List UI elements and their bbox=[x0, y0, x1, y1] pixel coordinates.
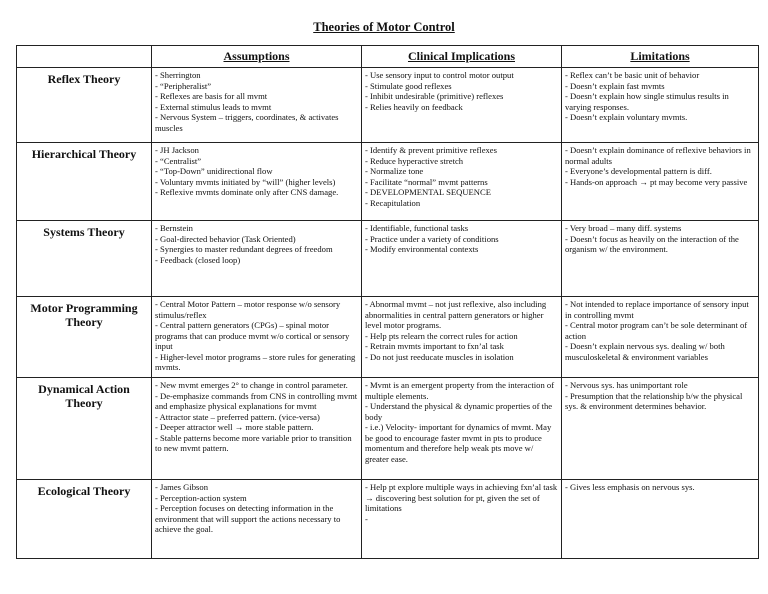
list-item: - Perception focuses on detecting information in the environment that will support the actions necessary to achieve the goal. bbox=[155, 503, 341, 534]
list-item: - External stimulus leads to mvmt bbox=[155, 101, 272, 112]
assumptions-list bbox=[155, 145, 358, 198]
list-item: - Deeper attractor well → more stable pattern. bbox=[155, 422, 314, 432]
list-item: - Stimulate good reflexes bbox=[365, 80, 452, 91]
list-item: - Identifiable, functional tasks bbox=[365, 223, 469, 233]
assumptions-cell bbox=[152, 297, 362, 378]
list-item: - Doesn’t explain dominance of reflexive behaviors in normal adults bbox=[565, 145, 751, 166]
list-item: - Do not just reeducate muscles in isolation bbox=[365, 351, 514, 362]
list-item: - Central Motor Pattern – motor response w/o sensory stimulus/reflex bbox=[155, 299, 341, 320]
table-header-row bbox=[17, 46, 759, 68]
list-item: - Use sensory input to control motor output bbox=[365, 70, 514, 80]
theory-name-ecological-theory: Ecological Theory bbox=[17, 480, 152, 559]
page-title: Theories of Motor Control bbox=[313, 20, 455, 34]
table-row bbox=[17, 378, 759, 480]
list-item: - Central pattern generators (CPGs) – spinal motor programs that can produce mvmt w/o cortical or sensory input bbox=[155, 320, 350, 351]
list-item: - Central motor program can’t be sole determinant of action bbox=[565, 320, 748, 341]
assumptions-cell bbox=[152, 221, 362, 297]
theory-name-hierarchical-theory: Hierarchical Theory bbox=[17, 143, 152, 221]
table-row bbox=[17, 143, 759, 221]
table-row bbox=[17, 68, 759, 143]
list-item: - Sherrington bbox=[155, 70, 201, 80]
assumptions-list bbox=[155, 380, 358, 454]
limitations-cell bbox=[562, 480, 759, 559]
list-item: - James Gibson bbox=[155, 482, 208, 492]
limitations-list bbox=[565, 482, 755, 493]
table-row bbox=[17, 480, 759, 559]
clinical-list bbox=[365, 145, 558, 208]
list-item: - Doesn’t explain nervous sys. dealing w/ both musculoskeletal & environment variables bbox=[565, 341, 725, 362]
list-item: - Modify environmental contexts bbox=[365, 244, 479, 254]
clinical-cell bbox=[362, 378, 562, 480]
list-item: - Not intended to replace importance of sensory input in controlling mvmt bbox=[565, 299, 749, 320]
limitations-cell bbox=[562, 221, 759, 297]
limitations-list bbox=[565, 223, 755, 255]
list-item: - Goal-directed behavior (Task Oriented) bbox=[155, 233, 296, 244]
assumptions-cell bbox=[152, 68, 362, 143]
clinical-list bbox=[365, 482, 558, 524]
list-item: - Mvmt is an emergent property from the interaction of multiple elements. bbox=[365, 380, 555, 401]
list-item: - “Top-Down” unidirectional flow bbox=[155, 166, 273, 176]
assumptions-list bbox=[155, 299, 358, 373]
limitations-list bbox=[565, 380, 755, 412]
assumptions-cell bbox=[152, 143, 362, 221]
limitations-cell bbox=[562, 68, 759, 143]
theory-name-dynamical-action-theory: Dynamical Action Theory bbox=[17, 378, 152, 480]
header-empty bbox=[17, 46, 152, 68]
list-item: - Synergies to master redundant degrees of freedom bbox=[155, 244, 333, 254]
list-item: - Stable patterns become more variable prior to transition to new mvmt pattern. bbox=[155, 432, 352, 453]
list-item: - Higher-level motor programs – store rules for generating mvmts. bbox=[155, 351, 356, 372]
list-item: - Understand the physical & dynamic properties of the body bbox=[365, 401, 553, 422]
list-item: - Reduce hyperactive stretch bbox=[365, 155, 464, 166]
clinical-list bbox=[365, 380, 558, 464]
list-item: - Bernstein bbox=[155, 223, 193, 233]
limitations-list bbox=[565, 145, 755, 187]
list-item: - Perception-action system bbox=[155, 492, 247, 503]
header-assumptions: Assumptions bbox=[152, 46, 362, 68]
list-item: - bbox=[365, 513, 368, 524]
list-item: - Doesn’t explain how single stimulus results in varying responses. bbox=[565, 91, 729, 112]
assumptions-cell bbox=[152, 480, 362, 559]
list-item: - Doesn’t explain fast mvmts bbox=[565, 80, 665, 91]
list-item: - Gives less emphasis on nervous sys. bbox=[565, 482, 695, 492]
theory-name-reflex-theory: Reflex Theory bbox=[17, 68, 152, 143]
theory-name-motor-programming-theory: Motor Programming Theory bbox=[17, 297, 152, 378]
list-item: - New mvmt emerges 2° to change in control parameter. bbox=[155, 380, 348, 390]
limitations-list bbox=[565, 299, 755, 362]
list-item: - DEVELOPMENTAL SEQUENCE bbox=[365, 187, 491, 197]
limitations-cell bbox=[562, 143, 759, 221]
list-item: - Nervous sys. has unimportant role bbox=[565, 380, 688, 390]
clinical-list bbox=[365, 70, 558, 112]
list-item: - “Peripheralist” bbox=[155, 80, 212, 91]
theory-name-systems-theory: Systems Theory bbox=[17, 221, 152, 297]
list-item: - De-emphasize commands from CNS in controlling mvmt and emphasize physical explanations for mvmt bbox=[155, 390, 358, 411]
list-item: - Practice under a variety of conditions bbox=[365, 233, 499, 244]
list-item: - Nervous System – triggers, coordinates, & activates muscles bbox=[155, 112, 339, 133]
list-item: - Facilitate “normal” mvmt patterns bbox=[365, 176, 488, 187]
list-item: - Relies heavily on feedback bbox=[365, 101, 463, 112]
list-item: - Identify & prevent primitive reflexes bbox=[365, 145, 497, 155]
clinical-cell bbox=[362, 143, 562, 221]
list-item: - Presumption that the relationship b/w the physical sys. & environment determines behavior. bbox=[565, 390, 743, 411]
clinical-cell bbox=[362, 68, 562, 143]
clinical-cell bbox=[362, 480, 562, 559]
table-row bbox=[17, 221, 759, 297]
list-item: - Reflex can’t be basic unit of behavior bbox=[565, 70, 700, 80]
list-item: - Retrain mvmts important to fxn’al task bbox=[365, 341, 504, 351]
list-item: - Reflexes are basis for all mvmt bbox=[155, 91, 268, 101]
clinical-list bbox=[365, 299, 558, 362]
list-item: - Very broad – many diff. systems bbox=[565, 223, 682, 233]
table-body bbox=[17, 68, 759, 559]
header-limitations: Limitations bbox=[562, 46, 759, 68]
list-item: - Hands-on approach → pt may become very passive bbox=[565, 176, 748, 187]
list-item: - Doesn’t explain voluntary mvmts. bbox=[565, 112, 688, 122]
limitations-cell bbox=[562, 297, 759, 378]
list-item: - Normalize tone bbox=[365, 166, 424, 176]
assumptions-list bbox=[155, 70, 358, 133]
list-item: - “Centralist” bbox=[155, 155, 202, 166]
header-clinical-implications: Clinical Implications bbox=[362, 46, 562, 68]
clinical-cell bbox=[362, 297, 562, 378]
limitations-list bbox=[565, 70, 755, 123]
list-item: - i.e.) Velocity- important for dynamics of mvmt. May be good to encourage faster mvmt in pts to produce momentum and therefore help weak pts move w/ greater ease. bbox=[365, 422, 552, 464]
list-item: - Voluntary mvmts initiated by “will” (higher levels) bbox=[155, 176, 336, 187]
list-item: - Feedback (closed loop) bbox=[155, 254, 241, 265]
list-item: - Help pt explore multiple ways in achieving fxn’al task → discovering best solution for pt, given the set of limitations bbox=[365, 482, 558, 513]
list-item: - Recapitulation bbox=[365, 197, 421, 208]
list-item: - Doesn’t focus as heavily on the interaction of the organism w/ the environment. bbox=[565, 233, 739, 254]
clinical-list bbox=[365, 223, 558, 255]
list-item: - Abnormal mvmt – not just reflexive, also including abnormalities in central pattern generators or higher level motor programs. bbox=[365, 299, 547, 330]
table-row bbox=[17, 297, 759, 378]
list-item: - JH Jackson bbox=[155, 145, 199, 155]
clinical-cell bbox=[362, 221, 562, 297]
assumptions-cell bbox=[152, 378, 362, 480]
limitations-cell bbox=[562, 378, 759, 480]
list-item: - Attractor state – preferred pattern. (vice-versa) bbox=[155, 411, 320, 422]
list-item: - Inhibit undesirable (primitive) reflexes bbox=[365, 91, 504, 101]
assumptions-list bbox=[155, 223, 358, 265]
list-item: - Reflexive mvmts dominate only after CNS damage. bbox=[155, 187, 339, 197]
theories-table bbox=[16, 45, 759, 559]
list-item: - Everyone’s developmental pattern is diff. bbox=[565, 166, 712, 176]
assumptions-list bbox=[155, 482, 358, 535]
list-item: - Help pts relearn the correct rules for action bbox=[365, 330, 518, 341]
